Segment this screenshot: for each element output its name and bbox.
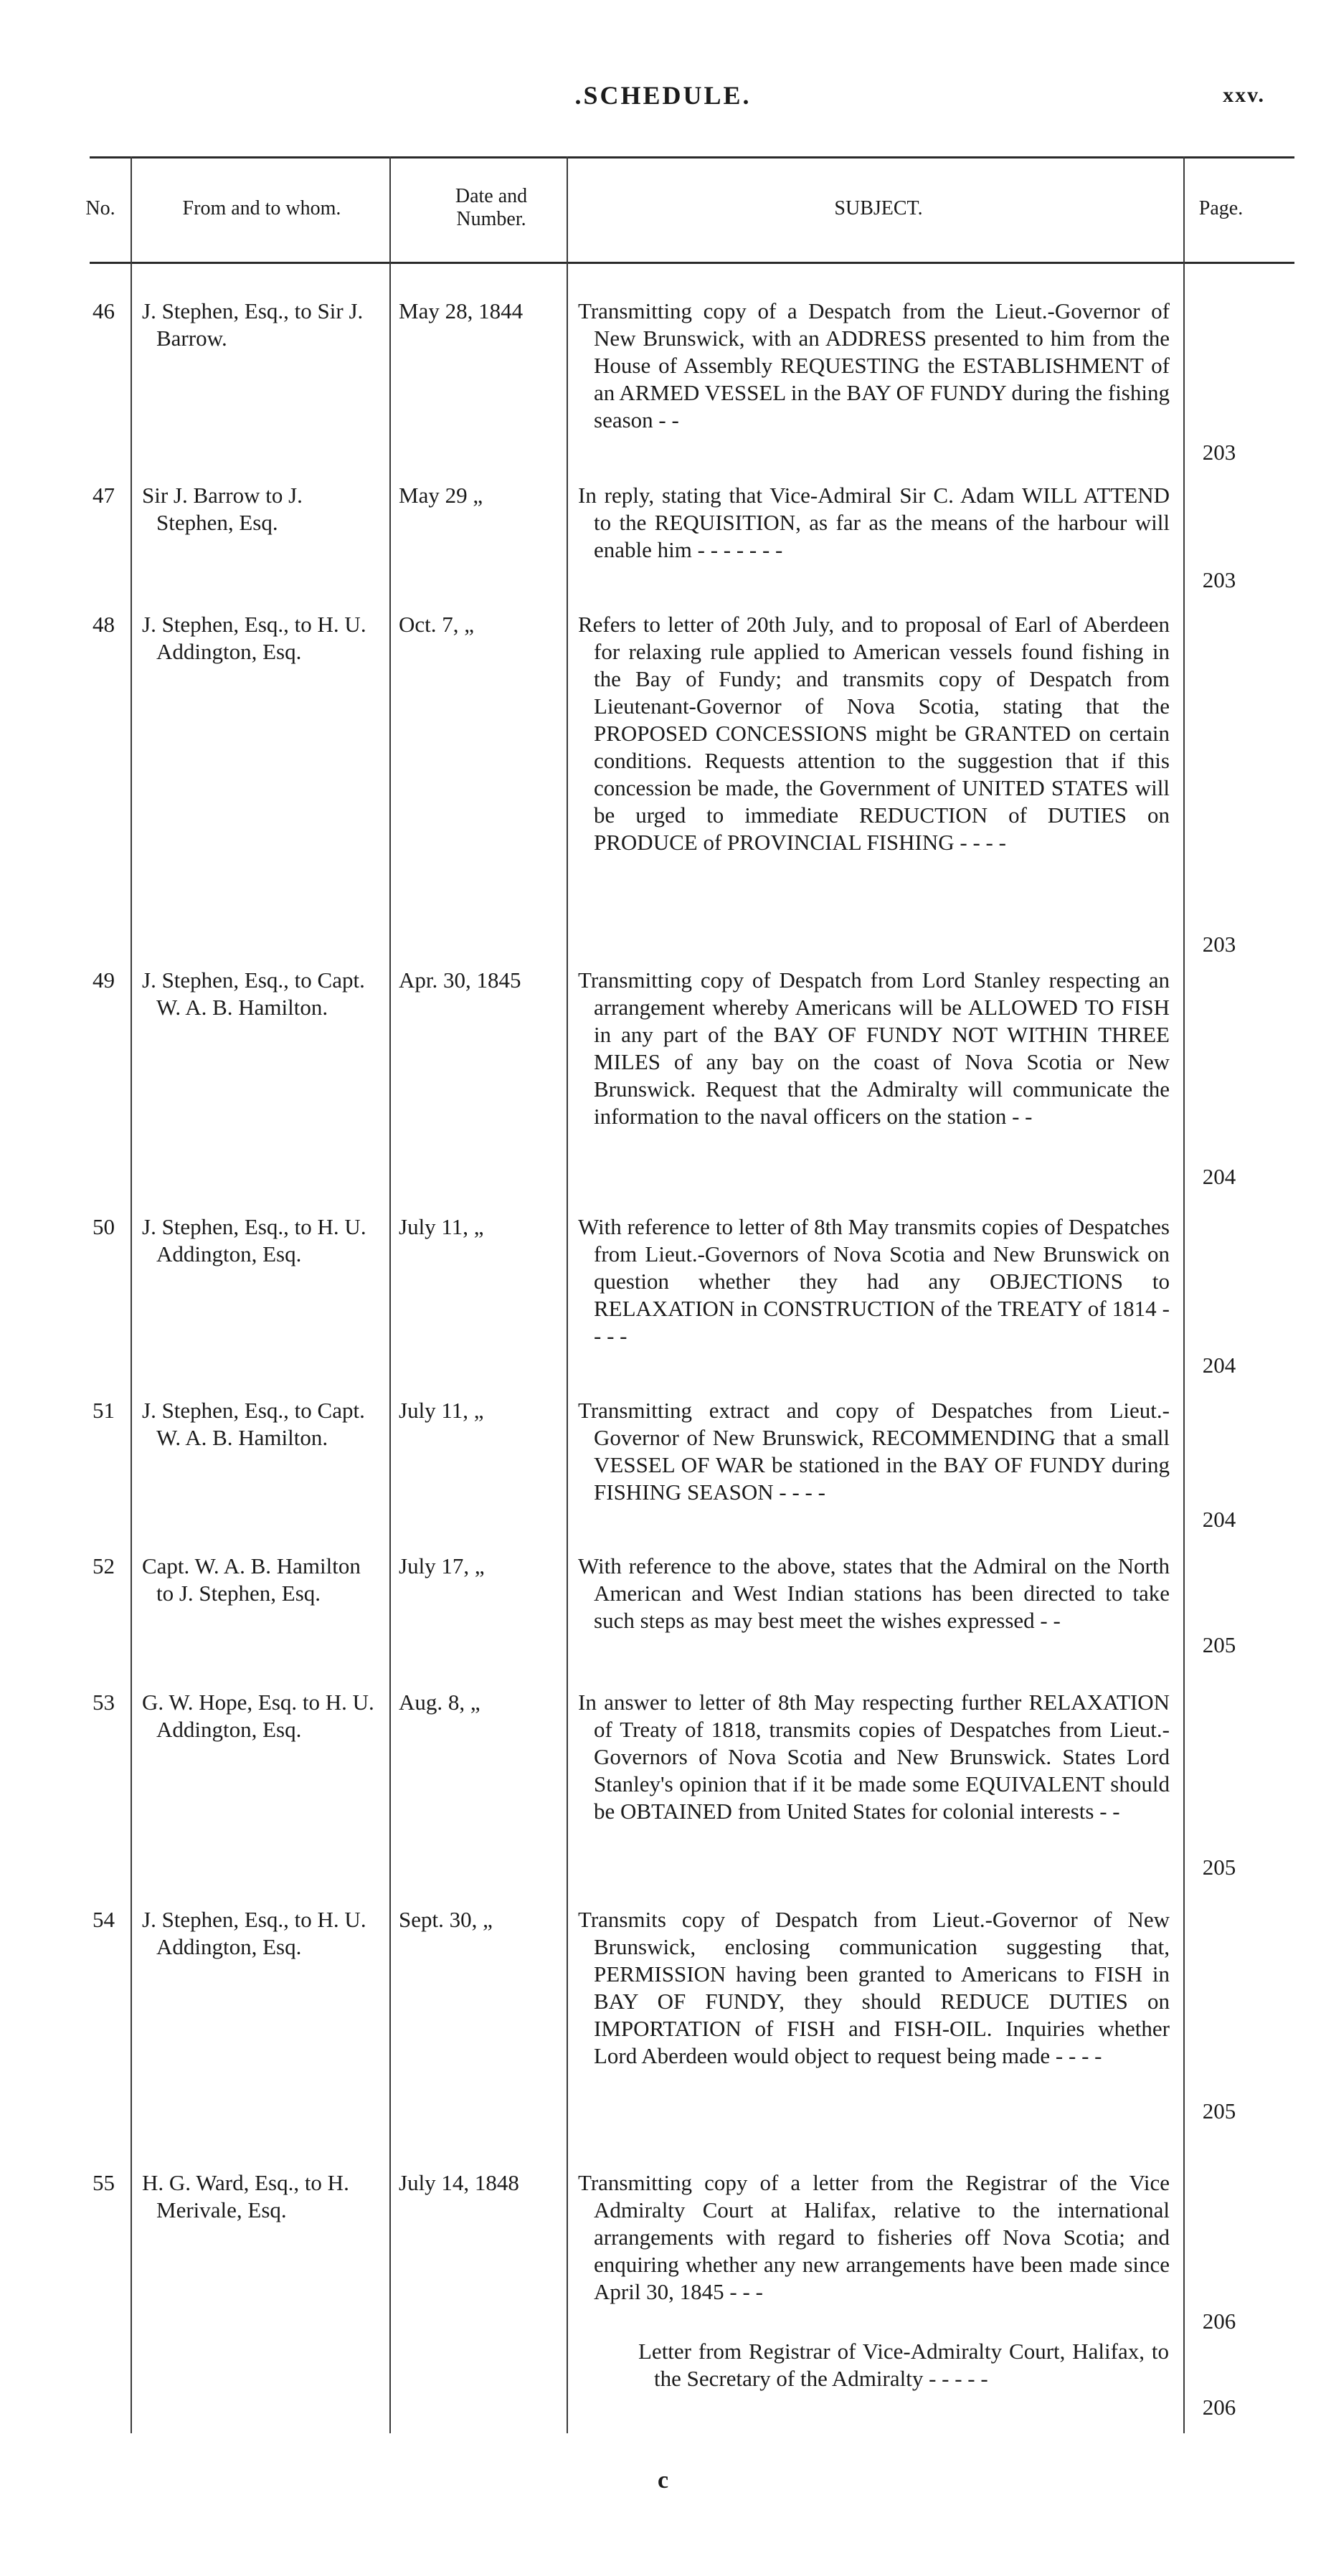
entry-date: Oct. 7, „	[399, 612, 475, 637]
entry-from-to: J. Stephen, Esq., to H. U. Addington, Esq.	[142, 612, 366, 664]
entry-subject: Transmitting copy of a letter from the Registrar of the Vice Admiralty Court at Halifax, relative to the international arrangements with regard to fisheries off Nova Scotia; and enquiring whether any new arrangements have been made since April 30, 1845 - - -	[578, 2170, 1170, 2304]
page-title: .SCHEDULE.	[574, 81, 752, 110]
entry-subject: Transmitting copy of a Despatch from the Lieut.-Governor of New Brunswick, with an ADDRESS presented to him from the House of Assembly REQUESTING the ESTABLISHMENT of an ARMED VESSEL in the BAY OF FUNDY during the fishing season - -	[578, 298, 1170, 432]
entry-number: 51	[93, 1398, 115, 1423]
entry-page: 204	[1202, 1507, 1236, 1532]
entry-from-to: J. Stephen, Esq., to Sir J. Barrow.	[142, 298, 364, 351]
column-divider-subject	[1183, 156, 1185, 2433]
entry-from-to: Capt. W. A. B. Hamilton to J. Stephen, Esq.	[142, 1553, 361, 1606]
entry-from-to: J. Stephen, Esq., to H. U. Addington, Esq.	[142, 1214, 366, 1266]
entry-page: 204	[1202, 1164, 1236, 1189]
column-header-page: Page.	[1198, 197, 1244, 219]
entry-page: 203	[1202, 567, 1236, 592]
column-header-from: From and to whom.	[182, 197, 341, 219]
entry-date: July 11, „	[399, 1214, 484, 1239]
entry-number: 52	[93, 1553, 115, 1578]
entry-page: 203	[1202, 440, 1236, 465]
entry-date: July 14, 1848	[399, 2170, 519, 2195]
entry-from-to: H. G. Ward, Esq., to H. Merivale, Esq.	[142, 2170, 349, 2222]
entry-page: 204	[1202, 1353, 1236, 1378]
table-top-rule	[90, 156, 1294, 158]
entry-subject: Transmitting copy of Despatch from Lord Stanley respecting an arrangement whereby Americans will be ALLOWED TO FISH in any part of the BAY OF FUNDY NOT WITHIN THREE MILES of any bay on the coast of Nova Scotia or New Brunswick. Request that the Admiralty will communicate the information to the naval officers on the station - -	[578, 967, 1170, 1129]
column-header-date: Date and Number.	[455, 185, 528, 230]
entry-number: 49	[93, 967, 115, 993]
entry-number: 53	[93, 1690, 115, 1715]
entry-number: 50	[93, 1214, 115, 1239]
column-header-subject: SUBJECT.	[834, 197, 923, 219]
entry-page: 203	[1202, 932, 1236, 957]
entry-date: May 29 „	[399, 483, 483, 508]
entry-sub-page: 206	[1202, 2395, 1236, 2420]
entry-subject: Transmitting extract and copy of Despatches from Lieut.-Governor of New Brunswick, RECOMMENDING that a small VESSEL OF WAR be stationed in the BAY OF FUNDY during FISHING SEASON - - - -	[578, 1398, 1170, 1505]
entry-from-to: J. Stephen, Esq., to Capt. W. A. B. Hamilton.	[142, 967, 365, 1020]
entry-subject: Refers to letter of 20th July, and to proposal of Earl of Aberdeen for relaxing rule applied to American vessels found fishing in the Bay of Fundy; and transmits copy of Despatch from Lieutenant-Governor of Nova Scotia, stating that the PROPOSED CONCESSIONS might be GRANTED on certain conditions. Requests attention to the suggestion that if this concession be made, the Government of UNITED STATES will be urged to immediate REDUCTION of DUTIES on PRODUCE of PROVINCIAL FISHING - - - -	[578, 612, 1170, 855]
entry-subject: Transmits copy of Despatch from Lieut.-Governor of New Brunswick, enclosing communication suggesting that, PERMISSION having been granted to Americans to FISH in BAY OF FUNDY, they should REDUCE DUTIES on IMPORTATION of FISH and FISH-OIL. Inquiries whether Lord Aberdeen would object to request being made - - - -	[578, 1907, 1170, 2068]
page-numeral: xxv.	[1223, 83, 1265, 107]
entry-date: July 11, „	[399, 1398, 484, 1423]
entry-date: Aug. 8, „	[399, 1690, 480, 1715]
signature-mark: c	[657, 2467, 669, 2494]
entry-number: 55	[93, 2170, 115, 2195]
entry-subject: With reference to letter of 8th May transmits copies of Despatches from Lieut.-Governors of Nova Scotia and New Brunswick on question whether they had any OBJECTIONS to RELAXATION in CONSTRUCTION of the TREATY of 1814 - - - -	[578, 1214, 1170, 1348]
entry-from-to: J. Stephen, Esq., to H. U. Addington, Esq.	[142, 1907, 366, 1959]
entry-number: 54	[93, 1907, 115, 1932]
entry-date: July 17, „	[399, 1553, 485, 1578]
entry-page: 206	[1202, 2309, 1236, 2334]
entry-from-to: Sir J. Barrow to J. Stephen, Esq.	[142, 483, 303, 535]
entry-sub-subject: Letter from Registrar of Vice-Admiralty Court, Halifax, to the Secretary of the Admiralty - - - - -	[638, 2339, 1169, 2391]
entry-subject: With reference to the above, states that the Admiral on the North American and West Indian stations has been directed to take such steps as may best meet the wishes expressed - -	[578, 1553, 1170, 1633]
entry-number: 47	[93, 483, 115, 508]
entry-date: Sept. 30, „	[399, 1907, 493, 1932]
entry-date: Apr. 30, 1845	[399, 967, 521, 993]
entry-from-to: J. Stephen, Esq., to Capt. W. A. B. Hamilton.	[142, 1398, 365, 1450]
entry-subject: In reply, stating that Vice-Admiral Sir C. Adam WILL ATTEND to the REQUISITION, as far as the means of the harbour will enable him - - - - - - -	[578, 483, 1170, 562]
entry-subject: In answer to letter of 8th May respecting further RELAXATION of Treaty of 1818, transmits copies of Despatches from Lieut.-Governors of Nova Scotia and New Brunswick. States Lord Stanley's opinion that if it be made some EQUIVALENT should be OBTAINED from United States for colonial interests - -	[578, 1690, 1170, 1824]
entry-number: 48	[93, 612, 115, 637]
column-divider-from	[389, 156, 391, 2433]
header-bottom-rule	[90, 262, 1294, 264]
entry-from-to: G. W. Hope, Esq. to H. U. Addington, Esq.	[142, 1690, 374, 1742]
entry-page: 205	[1202, 1632, 1236, 1657]
entry-page: 205	[1202, 2098, 1236, 2123]
column-header-no: No.	[85, 197, 115, 219]
column-divider-no	[131, 156, 132, 2433]
entry-page: 205	[1202, 1855, 1236, 1880]
entry-date: May 28, 1844	[399, 298, 524, 323]
entry-number: 46	[93, 298, 115, 323]
